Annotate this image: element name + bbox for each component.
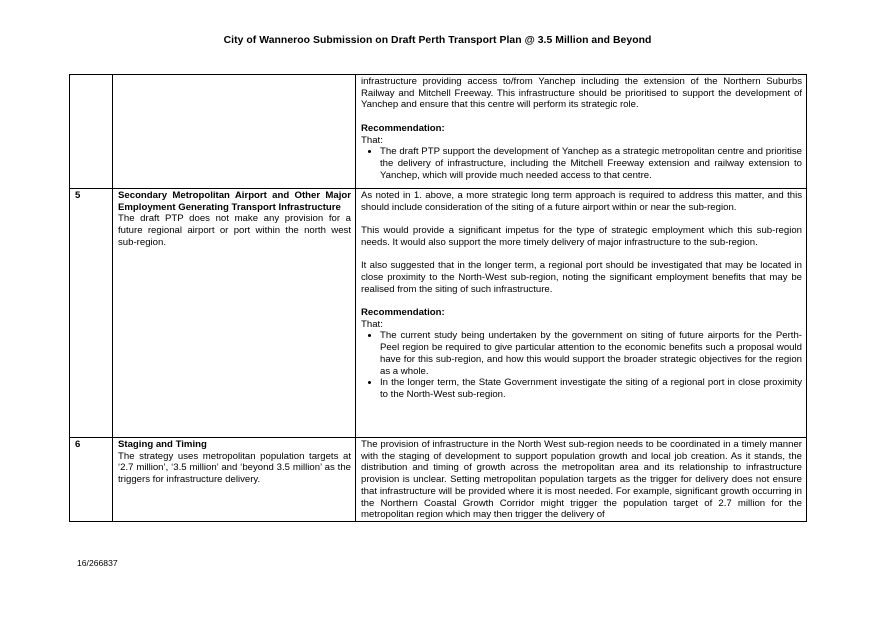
page-title: City of Wanneroo Submission on Draft Perth Transport Plan @ 3.5 Million and Beyond [223, 35, 652, 46]
comment-cell [356, 75, 807, 189]
document-reference: 16/266837 [77, 558, 118, 568]
recommendation-list [361, 146, 802, 181]
recommendation-item: • In the longer term, the State Government investigate the siting of a regional port in close proximity to the North-West sub-region. [380, 377, 802, 400]
recommendation-list [361, 330, 802, 400]
table-row [70, 438, 807, 522]
comment-paragraph: This would provide a significant impetus for the type of strategic employment which this sub-region needs. It would also support the more timely delivery of major infrastructure to the sub-region. [361, 225, 802, 248]
recommendation-lead: That: [361, 318, 383, 330]
issue-cell [113, 438, 356, 522]
comment-paragraph: infrastructure providing access to/from Yanchep including the extension of the Northern Suburbs Railway and Mitchell Freeway. This infrastructure should be prioritised to support the development of Yanchep and ensure that this centre will perform its strategic role. [361, 76, 802, 111]
recommendation-lead: That: [361, 134, 383, 146]
item-number-cell [70, 438, 113, 522]
issue-cell [113, 189, 356, 438]
issue-text: The draft PTP does not make any provision for a future regional airport or port within the north west sub-region. [118, 213, 351, 248]
comment-cell [356, 438, 807, 522]
recommendation-heading: Recommendation: [361, 306, 445, 318]
table-row [70, 189, 807, 438]
issue-title: Secondary Metropolitan Airport and Other Major Employment Generating Transport Infrastructure [118, 190, 351, 213]
comment-paragraph: The provision of infrastructure in the North West sub-region needs to be coordinated in a timely manner with the staging of development to support population growth and local job creation. As it stands, the distribution and timing of growth across the metropolitan area and its relationship to infrastructure provision is unclear. Setting metropolitan population targets as the trigger for delivery does not ensure that infrastructure will be provided where it is most needed. For example, significant growth occurring in the Northern Coastal Growth Corridor might trigger the population target of 2.7 million for the metropolitan region which may then trigger the delivery of [361, 439, 802, 521]
item-number-cell [70, 75, 113, 189]
item-number: 6 [75, 439, 81, 450]
item-number: 5 [75, 190, 81, 201]
comment-paragraph: As noted in 1. above, a more strategic long term approach is required to address this matter, and this should include consideration of the siting of a future airport within or near the sub-region. [361, 190, 802, 213]
recommendation-item: • The current study being undertaken by the government on siting of future airports for the Perth-Peel region be required to give particular attention to the economic benefits such a proposal would have for this sub-region, and how this would support the broader strategic objectives for the region as a whole. [380, 330, 802, 377]
issue-title: Staging and Timing [118, 439, 207, 450]
issue-cell [113, 75, 356, 189]
item-number-cell [70, 189, 113, 438]
issue-text: The strategy uses metropolitan population targets at ‘2.7 million’, ‘3.5 million’ and ‘beyond 3.5 million’ as the triggers for infrastructure delivery. [118, 450, 351, 486]
recommendation-heading: Recommendation: [361, 122, 445, 134]
submission-table [69, 74, 807, 522]
table-row [70, 75, 807, 189]
recommendation-item: • The draft PTP support the development of Yanchep as a strategic metropolitan centre and prioritise the delivery of infrastructure, including the Mitchell Freeway extension and railway extension to Yanchep, which will provide much needed access to that centre. [380, 146, 802, 181]
comment-paragraph: It also suggested that in the longer term, a regional port should be investigated that may be located in close proximity to the North-West sub-region, noting the significant employment benefits that may be realised from the siting of such infrastructure. [361, 260, 802, 295]
comment-cell [356, 189, 807, 438]
